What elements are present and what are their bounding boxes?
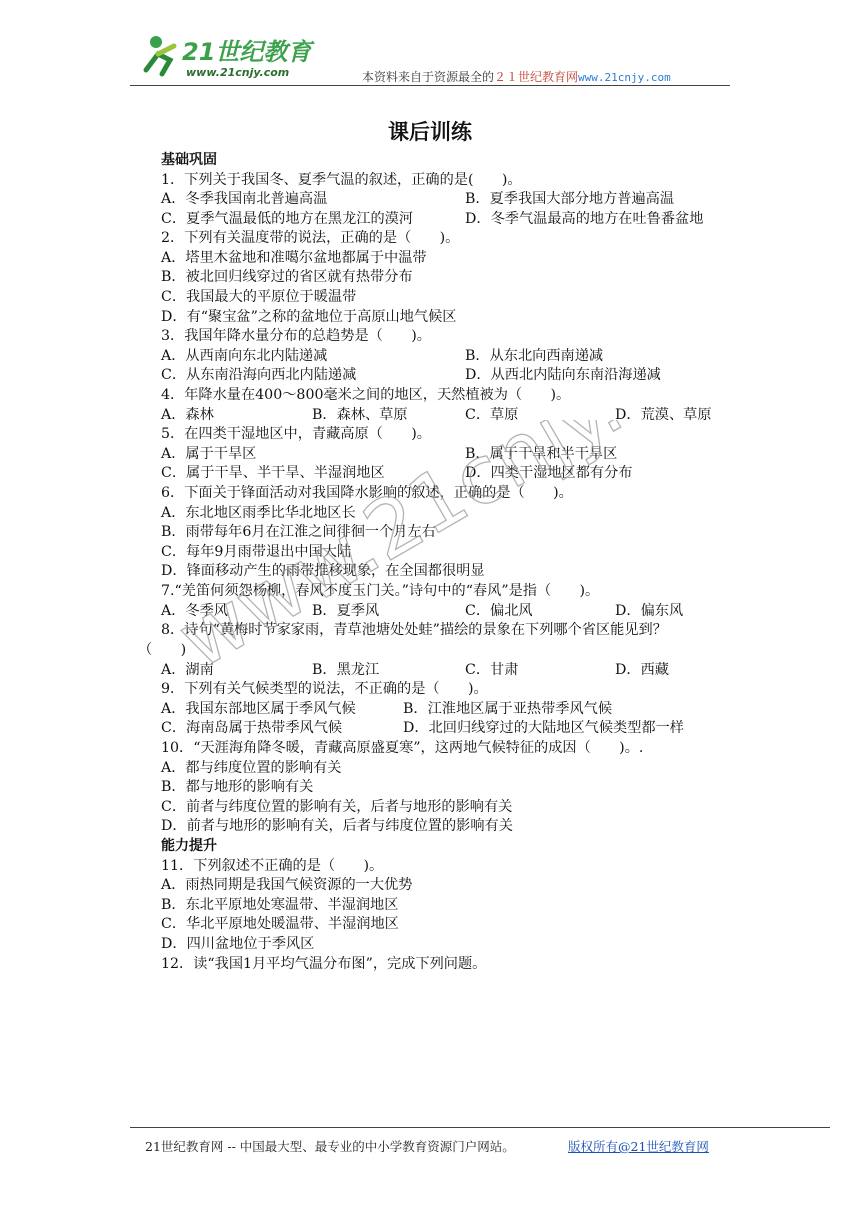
- option-1b: B．夏季我国大部分地方普遍高温: [465, 191, 675, 207]
- option-2b: B．被北回归线穿过的省区就有热带分布: [161, 269, 413, 285]
- header-source-url-link[interactable]: www.21cnjy.com: [578, 71, 671, 84]
- option-8b: B．黑龙江: [312, 662, 380, 678]
- option-5d: D．四类干湿地区都有分布: [465, 465, 633, 481]
- option-7a: A．冬季风: [161, 603, 228, 619]
- option-3c: C．从东南沿海向西北内陆递减: [161, 367, 357, 383]
- option-1a: A．冬季我国南北普遍高温: [161, 191, 328, 207]
- footer-text: 21世纪教育网 -- 中国最大型、最专业的中小学教育资源门户网站。: [145, 1139, 515, 1154]
- header-source-prefix: 本资料来自于资源最全的: [362, 70, 495, 84]
- svg-text:21世纪教育: 21世纪教育: [182, 38, 312, 66]
- option-8a: A．湖南: [161, 662, 214, 678]
- question-11: 11．下列叙述不正确的是（ )。: [161, 858, 384, 874]
- option-7d: D．偏东风: [615, 603, 684, 619]
- option-3a: A．从西南向东北内陆递减: [161, 348, 328, 364]
- option-2a: A．塔里木盆地和准噶尔盆地都属于中温带: [161, 250, 427, 266]
- option-11d: D．四川盆地位于季风区: [161, 936, 315, 952]
- option-6c: C．每年9月雨带退出中国大陆: [161, 544, 352, 560]
- question-7: 7.“羌笛何须怨杨柳，春风不度玉门关。”诗句中的“春风”是指（ )。: [161, 583, 600, 599]
- option-1d: D．冬季气温最高的地方在吐鲁番盆地: [465, 211, 704, 227]
- option-9a: A．我国东部地区属于季风气候: [161, 701, 356, 717]
- question-9: 9．下列有关气候类型的说法，不正确的是（ )。: [161, 681, 488, 697]
- question-6: 6．下面关于锋面活动对我国降水影响的叙述，正确的是（ )。: [161, 485, 573, 501]
- question-2: 2．下列有关温度带的说法，正确的是（ )。: [161, 230, 460, 246]
- question-8: 8．诗句“黄梅时节家家雨，青草池塘处处蛙”描绘的景象在下列哪个省区能见到？: [161, 622, 667, 638]
- svg-text:www.21cnjy.com: www.21cnjy.com: [163, 420, 660, 687]
- option-2c: C．我国最大的平原位于暖温带: [161, 289, 357, 305]
- option-3d: D．从西北内陆向东南沿海递减: [465, 367, 661, 383]
- page-title: 课后训练: [388, 120, 472, 144]
- option-6b: B．雨带每年6月在江淮之间徘徊一个月左右: [161, 524, 436, 540]
- option-5c: C．属于干旱、半干旱、半湿润地区: [161, 465, 385, 481]
- svg-text:www.21cnjy.com: www.21cnjy.com: [186, 66, 290, 79]
- option-7c: C．偏北风: [465, 603, 533, 619]
- site-logo: [140, 30, 340, 84]
- question-8-blank: （ ): [138, 642, 187, 658]
- option-5b: B．属于干旱和半干旱区: [465, 446, 618, 462]
- section-heading-basic: 基础巩固: [161, 152, 217, 168]
- option-6d: D．锋面移动产生的雨带推移现象，在全国都很明显: [161, 563, 485, 579]
- option-10d: D．前者与地形的影响有关，后者与纬度位置的影响有关: [161, 818, 513, 834]
- option-11b: B．东北平原地处寒温带、半湿润地区: [161, 897, 399, 913]
- question-4: 4．年降水量在400～800毫米之间的地区，天然植被为（ )。: [161, 387, 571, 403]
- logo-runner-icon: [140, 30, 340, 84]
- option-9d: D．北回归线穿过的大陆地区气候类型都一样: [403, 720, 684, 736]
- section-heading-advanced: 能力提升: [161, 838, 217, 854]
- option-8d: D．西藏: [615, 662, 669, 678]
- header-source-line: [362, 68, 671, 85]
- question-5: 5．在四类干湿地区中，青藏高原（ )。: [161, 426, 431, 442]
- option-11a: A．雨热同期是我国气候资源的一大优势: [161, 877, 413, 893]
- option-11c: C．华北平原地处暖温带、半湿润地区: [161, 916, 399, 932]
- question-10: 10．“天涯海角降冬暖，青藏高原盛夏寒”，这两地气候特征的成因（ )。.: [161, 740, 644, 756]
- option-4c: C．草原: [465, 407, 519, 423]
- question-12: 12．读“我国1月平均气温分布图”，完成下列问题。: [161, 956, 487, 972]
- option-6a: A．东北地区雨季比华北地区长: [161, 505, 356, 521]
- option-10a: A．都与纬度位置的影响有关: [161, 760, 342, 776]
- option-4b: B．森林、草原: [312, 407, 408, 423]
- option-4d: D．荒漠、草原: [615, 407, 712, 423]
- option-7b: B．夏季风: [312, 603, 380, 619]
- header-source-site-link[interactable]: ２１世纪教育网: [494, 70, 579, 84]
- option-1c: C．夏季气温最低的地方在黑龙江的漠河: [161, 211, 414, 227]
- footer-copyright-link[interactable]: 版权所有@21世纪教育网: [568, 1139, 709, 1154]
- option-10c: C．前者与纬度位置的影响有关，后者与地形的影响有关: [161, 799, 513, 815]
- question-3: 3．我国年降水量分布的总趋势是（ )。: [161, 328, 431, 344]
- header-divider: [130, 85, 730, 86]
- option-2d: D．有“聚宝盆”之称的盆地位于高原山地气候区: [161, 309, 457, 325]
- option-8c: C．甘肃: [465, 662, 519, 678]
- option-10b: B．都与地形的影响有关: [161, 779, 314, 795]
- option-4a: A．森林: [161, 407, 214, 423]
- option-9c: C．海南岛属于热带季风气候: [161, 720, 343, 736]
- footer-divider: [130, 1127, 830, 1128]
- option-5a: A．属于干旱区: [161, 446, 257, 462]
- question-1: 1．下列关于我国冬、夏季气温的叙述，正确的是( )。: [161, 172, 522, 188]
- option-3b: B．从东北向西南递减: [465, 348, 604, 364]
- option-9b: B．江淮地区属于亚热带季风气候: [403, 701, 613, 717]
